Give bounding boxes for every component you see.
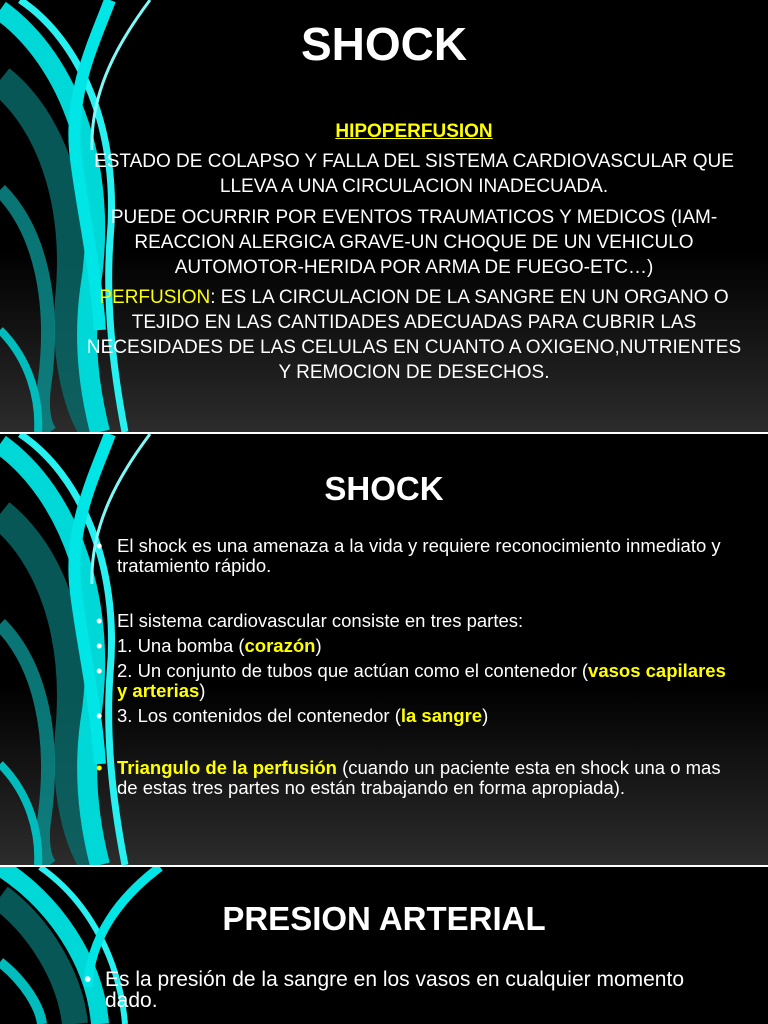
perfusion-triangle-list bbox=[96, 758, 736, 798]
slide-2-title: SHOCK bbox=[324, 470, 444, 507]
bullet-contents-text: 3. Los contenidos del contenedor ( bbox=[117, 705, 401, 726]
tubes-highlight: vasos capilares y arterias bbox=[117, 660, 726, 701]
slide-3 bbox=[0, 867, 768, 1024]
contents-highlight: la sangre bbox=[400, 705, 483, 726]
bullet-tubes-close: ) bbox=[199, 680, 206, 701]
bullet-pressure-definition: • Es la presión de la sangre en los vasos en cualquier momento dado. bbox=[84, 969, 724, 1011]
presion-bullet-list bbox=[84, 969, 724, 1011]
bullet-perfusion-triangle bbox=[96, 758, 736, 798]
bullet-tubes-text: 2. Un conjunto de tubos que actúan como el contenedor ( bbox=[117, 660, 589, 681]
shock-bullet-list bbox=[96, 536, 736, 576]
slide-2 bbox=[0, 434, 768, 865]
perfusion-definition bbox=[84, 285, 744, 385]
bullet-contents-close: ) bbox=[482, 705, 489, 726]
perfusion-triangle-highlight: Triangulo de la perfusión bbox=[117, 757, 337, 778]
bullet-system-parts: • El sistema cardiovascular consiste en tres partes: bbox=[96, 608, 736, 633]
cardiovascular-bullet-list bbox=[96, 608, 736, 728]
slide-3-title: PRESION ARTERIAL bbox=[222, 900, 546, 937]
bullet-threat: • El shock es una amenaza a la vida y requiere reconocimiento inmediato y tratamiento rápido. bbox=[96, 536, 736, 576]
bullet-pump-text: 1. Una bomba ( bbox=[117, 635, 245, 656]
slide-1-title: SHOCK bbox=[300, 18, 468, 70]
bullet-pump bbox=[96, 633, 736, 658]
bullet-tubes bbox=[96, 661, 736, 701]
perfusion-text: : ES LA CIRCULACION DE LA SANGRE EN UN ORGANO O TEJIDO EN LAS CANTIDADES ADECUADAS PARA CUBRIR LAS NECESIDADES DE LAS CELULAS EN CUANTO A OXIGENO,NUTRIENTES Y REMOCION DE DESECHOS. bbox=[86, 287, 742, 383]
hipoperfusion-definition: ESTADO DE COLAPSO Y FALLA DEL SISTEMA CARDIOVASCULAR QUE LLEVA A UNA CIRCULACION INADECUADA. bbox=[94, 151, 734, 197]
bullet-pump-close: ) bbox=[315, 635, 322, 656]
pump-highlight: corazón bbox=[244, 635, 316, 656]
slide-1 bbox=[0, 0, 768, 432]
bullet-contents bbox=[96, 703, 736, 728]
perfusion-term: PERFUSION bbox=[99, 287, 211, 308]
hipoperfusion-causes: PUEDE OCURRIR POR EVENTOS TRAUMATICOS Y MEDICOS (IAM-REACCION ALERGICA GRAVE-UN CHOQUE DE UN VEHICULO AUTOMOTOR-HERIDA POR ARMA DE FUEGO-ETC…) bbox=[110, 207, 718, 278]
perfusion-triangle-text: (cuando un paciente esta en shock una o mas de estas tres partes no están trabajando en forma apropiada). bbox=[117, 757, 721, 798]
hipoperfusion-heading-text: HIPOPERFUSION bbox=[335, 121, 493, 142]
hipoperfusion-heading bbox=[84, 119, 744, 144]
